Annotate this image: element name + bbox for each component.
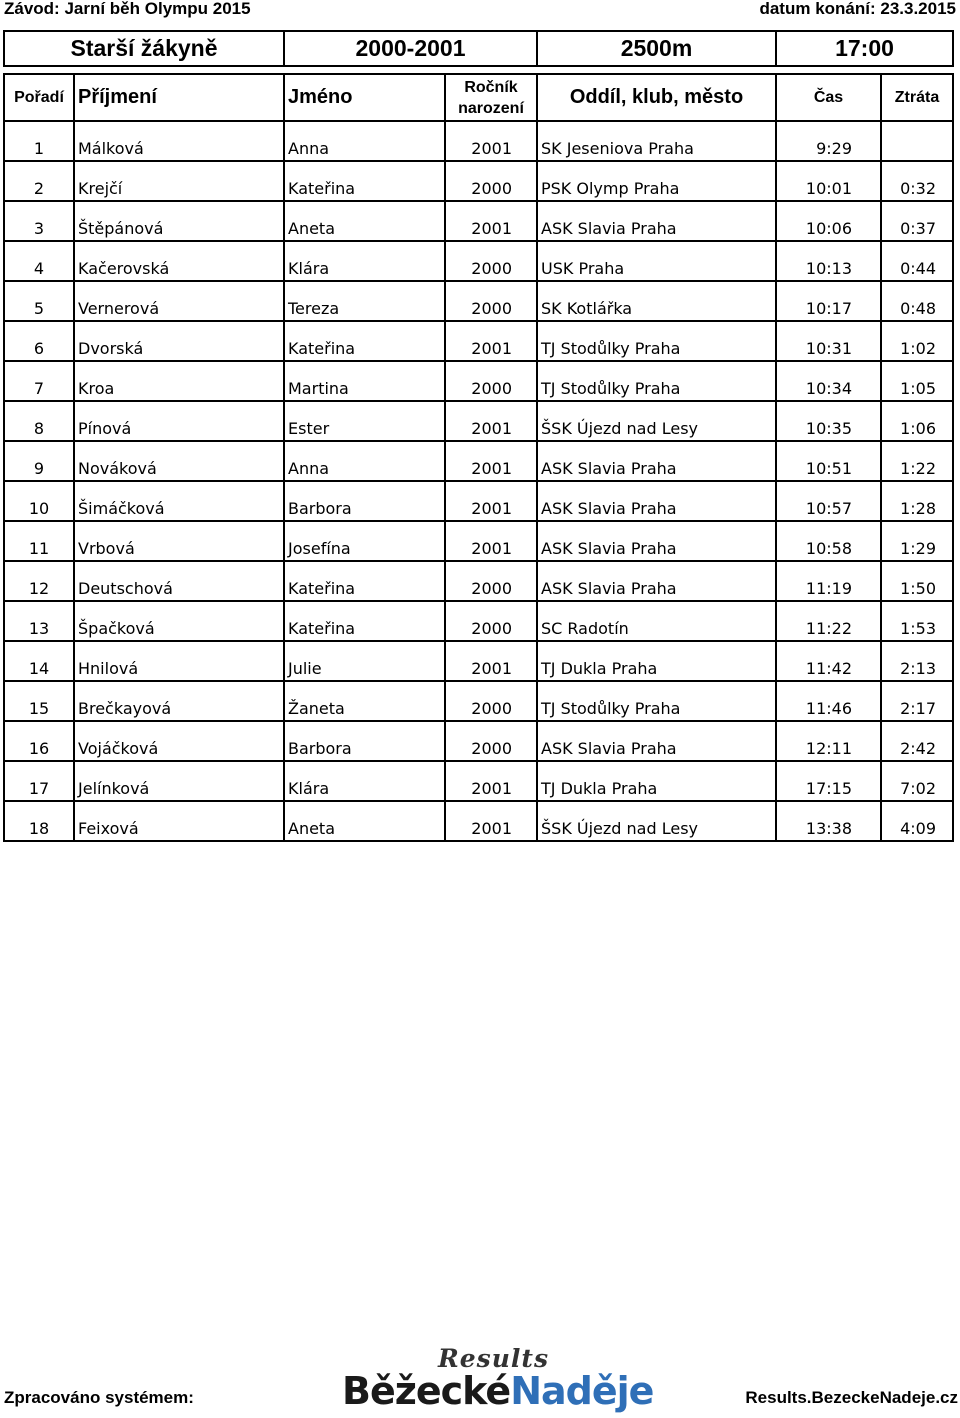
col-header-rank: Pořadí xyxy=(4,74,74,121)
result-firstname: Tereza xyxy=(284,281,445,321)
results-website: Results.BezeckeNadeje.cz xyxy=(745,1388,958,1407)
result-firstname: Klára xyxy=(284,241,445,281)
result-firstname: Martina xyxy=(284,361,445,401)
result-loss: 0:48 xyxy=(881,281,953,321)
result-firstname: Julie xyxy=(284,641,445,681)
column-header-row xyxy=(4,74,953,121)
result-loss: 1:02 xyxy=(881,321,953,361)
result-rank: 6 xyxy=(4,321,74,361)
table-row xyxy=(4,481,953,521)
result-time: 9:29 xyxy=(776,121,881,161)
col-header-time: Čas xyxy=(776,74,881,121)
result-time: 11:42 xyxy=(776,641,881,681)
result-loss: 1:29 xyxy=(881,521,953,561)
table-row xyxy=(4,161,953,201)
logo-brand-dark: Běžecké xyxy=(342,1369,511,1413)
result-surname: Nováková xyxy=(74,441,284,481)
result-club: SC Radotín xyxy=(537,601,776,641)
category-name: Starší žákyně xyxy=(4,31,284,66)
category-row xyxy=(4,31,953,66)
logo-brand-text xyxy=(342,1370,653,1412)
result-firstname: Žaneta xyxy=(284,681,445,721)
result-birth-year: 2001 xyxy=(445,521,537,561)
bezecke-nadeje-logo xyxy=(342,1344,654,1413)
result-loss xyxy=(881,121,953,161)
result-time: 10:58 xyxy=(776,521,881,561)
result-loss: 0:37 xyxy=(881,201,953,241)
result-club: ASK Slavia Praha xyxy=(537,441,776,481)
col-header-loss: Ztráta xyxy=(881,74,953,121)
result-club: TJ Dukla Praha xyxy=(537,641,776,681)
result-time: 10:06 xyxy=(776,201,881,241)
result-loss: 2:13 xyxy=(881,641,953,681)
col-header-club: Oddíl, klub, město xyxy=(537,74,776,121)
result-firstname: Anna xyxy=(284,121,445,161)
category-years: 2000-2001 xyxy=(284,31,537,66)
result-birth-year: 2001 xyxy=(445,321,537,361)
col-header-year-line1: Ročník xyxy=(464,78,518,96)
table-row xyxy=(4,441,953,481)
result-club: TJ Stodůlky Praha xyxy=(537,321,776,361)
result-surname: Krejčí xyxy=(74,161,284,201)
table-row xyxy=(4,721,953,761)
category-start-time: 17:00 xyxy=(776,31,953,66)
result-surname: Šimáčková xyxy=(74,481,284,521)
result-surname: Jelínková xyxy=(74,761,284,801)
result-time: 10:51 xyxy=(776,441,881,481)
results-table xyxy=(3,30,954,842)
result-loss: 7:02 xyxy=(881,761,953,801)
result-time: 11:22 xyxy=(776,601,881,641)
result-time: 11:46 xyxy=(776,681,881,721)
result-loss: 1:06 xyxy=(881,401,953,441)
result-loss: 2:42 xyxy=(881,721,953,761)
result-loss: 2:17 xyxy=(881,681,953,721)
result-firstname: Aneta xyxy=(284,201,445,241)
result-birth-year: 2001 xyxy=(445,441,537,481)
result-club: SK Jeseniova Praha xyxy=(537,121,776,161)
result-birth-year: 2001 xyxy=(445,641,537,681)
result-rank: 2 xyxy=(4,161,74,201)
result-birth-year: 2001 xyxy=(445,761,537,801)
result-club: PSK Olymp Praha xyxy=(537,161,776,201)
table-row xyxy=(4,801,953,841)
result-birth-year: 2000 xyxy=(445,681,537,721)
result-rank: 13 xyxy=(4,601,74,641)
table-row xyxy=(4,281,953,321)
result-rank: 7 xyxy=(4,361,74,401)
result-rank: 3 xyxy=(4,201,74,241)
result-time: 13:38 xyxy=(776,801,881,841)
result-surname: Štěpánová xyxy=(74,201,284,241)
result-rank: 12 xyxy=(4,561,74,601)
result-surname: Vojáčková xyxy=(74,721,284,761)
table-row xyxy=(4,121,953,161)
result-firstname: Kateřina xyxy=(284,601,445,641)
result-rank: 10 xyxy=(4,481,74,521)
result-birth-year: 2000 xyxy=(445,601,537,641)
result-time: 10:57 xyxy=(776,481,881,521)
result-surname: Dvorská xyxy=(74,321,284,361)
result-birth-year: 2001 xyxy=(445,481,537,521)
result-rank: 5 xyxy=(4,281,74,321)
result-club: ASK Slavia Praha xyxy=(537,481,776,521)
result-loss: 1:05 xyxy=(881,361,953,401)
result-time: 17:15 xyxy=(776,761,881,801)
table-row xyxy=(4,681,953,721)
result-firstname: Klára xyxy=(284,761,445,801)
result-birth-year: 2000 xyxy=(445,721,537,761)
table-row xyxy=(4,361,953,401)
result-time: 10:13 xyxy=(776,241,881,281)
result-birth-year: 2000 xyxy=(445,281,537,321)
table-row xyxy=(4,641,953,681)
result-rank: 11 xyxy=(4,521,74,561)
result-surname: Kačerovská xyxy=(74,241,284,281)
result-firstname: Josefína xyxy=(284,521,445,561)
result-club: ŠSK Újezd nad Lesy xyxy=(537,801,776,841)
result-firstname: Kateřina xyxy=(284,161,445,201)
result-surname: Pínová xyxy=(74,401,284,441)
result-rank: 9 xyxy=(4,441,74,481)
result-firstname: Anna xyxy=(284,441,445,481)
processed-by-label: Zpracováno systémem: xyxy=(4,1388,194,1407)
result-firstname: Barbora xyxy=(284,721,445,761)
table-row xyxy=(4,241,953,281)
result-loss: 0:32 xyxy=(881,161,953,201)
result-rank: 1 xyxy=(4,121,74,161)
result-surname: Hnilová xyxy=(74,641,284,681)
result-club: SK Kotlářka xyxy=(537,281,776,321)
result-firstname: Ester xyxy=(284,401,445,441)
result-loss: 1:22 xyxy=(881,441,953,481)
result-surname: Málková xyxy=(74,121,284,161)
result-club: TJ Stodůlky Praha xyxy=(537,681,776,721)
result-rank: 17 xyxy=(4,761,74,801)
result-time: 10:35 xyxy=(776,401,881,441)
result-loss: 1:50 xyxy=(881,561,953,601)
race-title: Závod: Jarní běh Olympu 2015 xyxy=(4,0,251,18)
result-surname: Brečkayová xyxy=(74,681,284,721)
result-surname: Vernerová xyxy=(74,281,284,321)
result-time: 10:17 xyxy=(776,281,881,321)
col-header-year xyxy=(445,74,537,121)
logo-brand-blue: Naděje xyxy=(510,1369,654,1413)
result-birth-year: 2000 xyxy=(445,561,537,601)
result-time: 10:01 xyxy=(776,161,881,201)
result-loss: 4:09 xyxy=(881,801,953,841)
logo-results-text: Results xyxy=(438,1344,550,1373)
result-club: TJ Dukla Praha xyxy=(537,761,776,801)
table-row xyxy=(4,201,953,241)
result-firstname: Barbora xyxy=(284,481,445,521)
table-row xyxy=(4,601,953,641)
result-time: 11:19 xyxy=(776,561,881,601)
result-firstname: Kateřina xyxy=(284,561,445,601)
result-loss: 1:28 xyxy=(881,481,953,521)
race-date: datum konání: 23.3.2015 xyxy=(759,0,956,18)
result-loss: 1:53 xyxy=(881,601,953,641)
result-birth-year: 2001 xyxy=(445,401,537,441)
category-distance: 2500m xyxy=(537,31,776,66)
result-club: ASK Slavia Praha xyxy=(537,521,776,561)
table-row xyxy=(4,521,953,561)
result-birth-year: 2000 xyxy=(445,161,537,201)
table-row xyxy=(4,321,953,361)
result-time: 10:34 xyxy=(776,361,881,401)
spacer-row xyxy=(4,66,953,74)
result-surname: Kroa xyxy=(74,361,284,401)
result-club: ASK Slavia Praha xyxy=(537,561,776,601)
result-time: 10:31 xyxy=(776,321,881,361)
result-surname: Vrbová xyxy=(74,521,284,561)
result-club: TJ Stodůlky Praha xyxy=(537,361,776,401)
result-birth-year: 2001 xyxy=(445,801,537,841)
table-row xyxy=(4,561,953,601)
result-rank: 8 xyxy=(4,401,74,441)
result-birth-year: 2001 xyxy=(445,121,537,161)
result-rank: 16 xyxy=(4,721,74,761)
result-surname: Feixová xyxy=(74,801,284,841)
result-loss: 0:44 xyxy=(881,241,953,281)
result-club: ŠSK Újezd nad Lesy xyxy=(537,401,776,441)
result-rank: 18 xyxy=(4,801,74,841)
result-rank: 15 xyxy=(4,681,74,721)
col-header-firstname: Jméno xyxy=(284,74,445,121)
result-time: 12:11 xyxy=(776,721,881,761)
result-club: ASK Slavia Praha xyxy=(537,201,776,241)
table-row xyxy=(4,761,953,801)
result-birth-year: 2001 xyxy=(445,201,537,241)
result-surname: Deutschová xyxy=(74,561,284,601)
result-firstname: Kateřina xyxy=(284,321,445,361)
result-club: ASK Slavia Praha xyxy=(537,721,776,761)
result-birth-year: 2000 xyxy=(445,241,537,281)
result-birth-year: 2000 xyxy=(445,361,537,401)
result-surname: Špačková xyxy=(74,601,284,641)
col-header-year-line2: narození xyxy=(458,99,524,117)
col-header-surname: Příjmení xyxy=(74,74,284,121)
result-rank: 14 xyxy=(4,641,74,681)
table-row xyxy=(4,401,953,441)
result-rank: 4 xyxy=(4,241,74,281)
result-firstname: Aneta xyxy=(284,801,445,841)
result-club: USK Praha xyxy=(537,241,776,281)
